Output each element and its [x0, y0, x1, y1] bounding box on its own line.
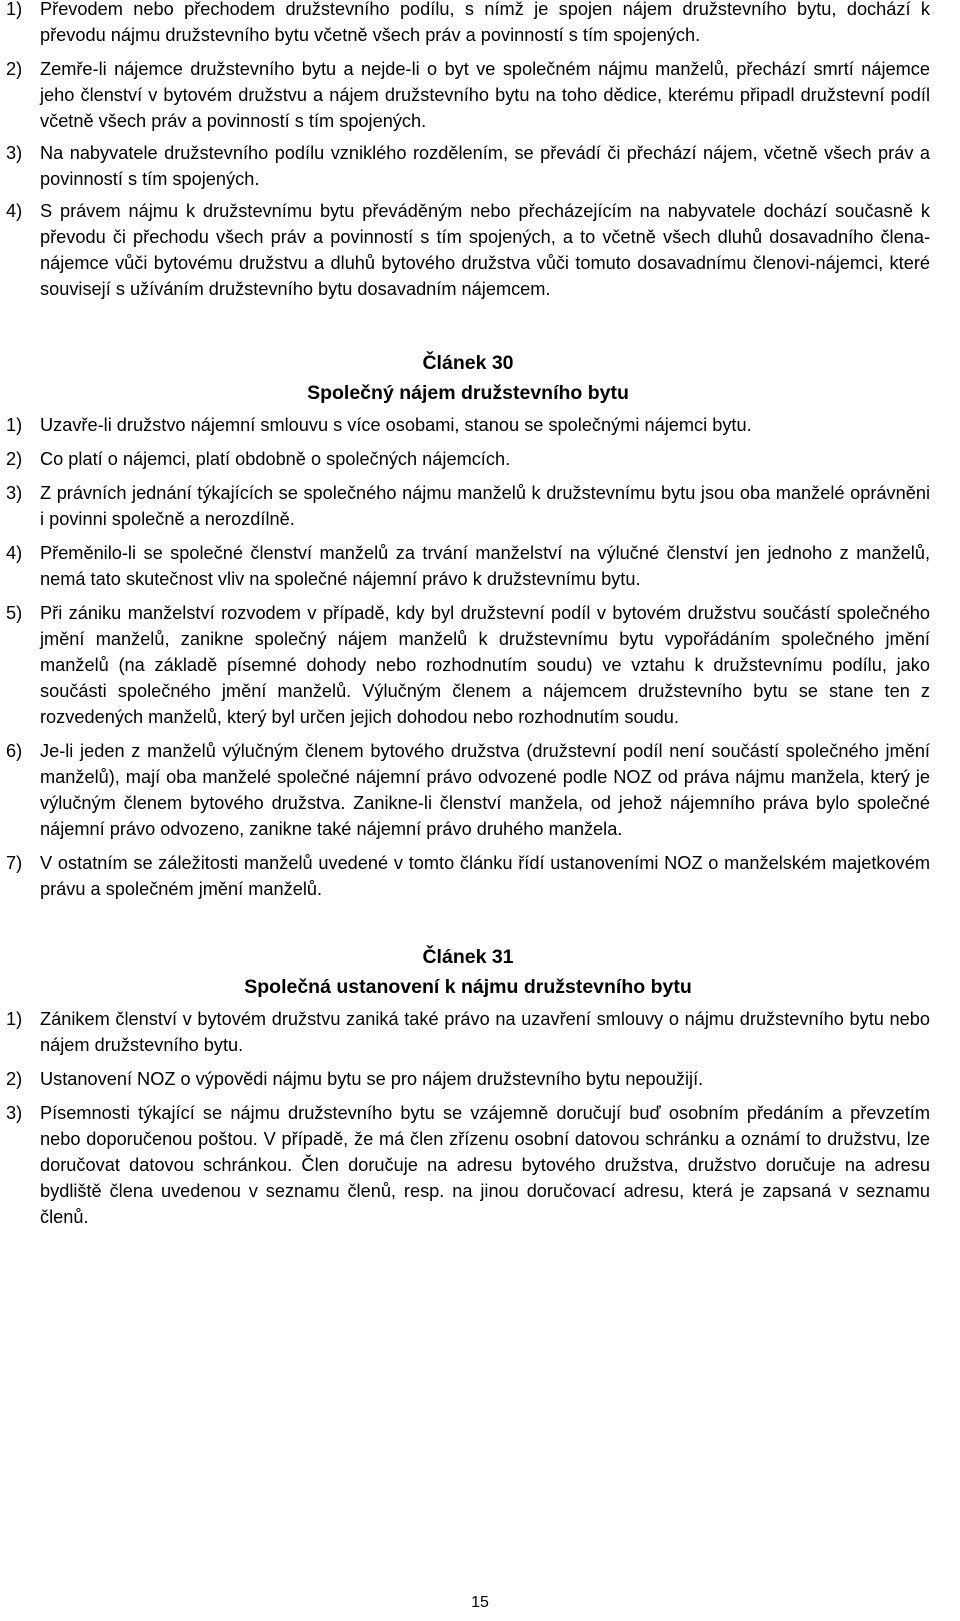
list-item [6, 1066, 930, 1092]
item-number: 3) [6, 483, 23, 503]
item-text: Převodem nebo přechodem družstevního podílu, s nímž je spojen nájem družstevního bytu, dochází k převodu nájmu družstevního bytu včetně všech práv a povinností s tím spojených. [40, 0, 930, 45]
item-text: Uzavře-li družstvo nájemní smlouvu s více osobami, stanou se společnými nájemci bytu. [40, 415, 752, 435]
item-text: Přeměnilo-li se společné členství manželů za trvání manželství na výlučné členství jen jednoho z manželů, nemá tato skutečnost vliv na společné nájemní právo k družstevnímu bytu. [40, 543, 930, 589]
item-text: S právem nájmu k družstevnímu bytu převáděným nebo přecházejícím na nabyvatele dochází současně k převodu či přechodu všech práv a povinností s tím spojených, a to včetně všech dluhů dosavadního člena-nájemce vůči bytovému družstvu a dluhů bytového družstva vůči tomuto dosavadnímu členovi-nájemci, které souvisejí s užíváním družstevního bytu dosavadním nájemcem. [40, 201, 930, 299]
list-item [6, 140, 930, 192]
item-number: 2) [6, 59, 23, 79]
list-item [6, 0, 930, 48]
item-number: 2) [6, 1069, 23, 1089]
article-number: Článek 30 [422, 352, 514, 374]
item-text: Při zániku manželství rozvodem v případě, kdy byl družstevní podíl v bytovém družstvu součástí společného jmění manželů, zanikne společný nájem manželů k družstevnímu bytu vypořádáním společného jmění manželů (na základě písemné dohody nebo rozhodnutím soudu) ve vztahu k družstevnímu podílu, jako součásti společného jmění manželů. Výlučným členem a nájemcem družstevního bytu se stane ten z rozvedených manželů, který byl určen jejich dohodou nebo rozhodnutím soudu. [40, 603, 930, 727]
item-text: Na nabyvatele družstevního podílu vzniklého rozdělením, se převádí či přechází nájem, včetně všech práv a povinností s tím spojených. [40, 143, 930, 189]
list-item [6, 600, 930, 730]
article-31 [6, 942, 930, 1230]
item-text: Je-li jeden z manželů výlučným členem bytového družstva (družstevní podíl není součástí společného jmění manželů), mají oba manželé společné nájemní právo odvozené podle NOZ od práva nájmu manžela, který je výlučným členem bytového družstva. Zanikne-li členství manžela, od jehož nájemního práva bylo společné nájemní právo odvozeno, zanikne také nájemní právo druhého manžela. [40, 741, 930, 839]
page-number: 15 [471, 1594, 489, 1611]
article-30 [6, 348, 930, 902]
item-number: 6) [6, 741, 23, 761]
item-number: 2) [6, 449, 23, 469]
list-item [6, 480, 930, 532]
section-pre [6, 0, 930, 302]
item-number: 1) [6, 415, 23, 435]
list-item [6, 1006, 930, 1058]
item-text: Písemnosti týkající se nájmu družstevního bytu se vzájemně doručují buď osobním předáním a převzetím nebo doporučenou poštou. V případě, že má člen zřízenu osobní datovou schránku a oznámí to družstvu, lze doručovat datovou schránkou. Člen doručuje na adresu bytového družstva, družstvo doručuje na adresu bydliště člena uvedenou v seznamu členů, resp. na jinou doručovací adresu, která je zapsaná v seznamu členů. [40, 1103, 930, 1227]
item-number: 7) [6, 853, 23, 873]
item-number: 1) [6, 0, 23, 19]
list-item [6, 446, 930, 472]
article-title: Společný nájem družstevního bytu [307, 382, 629, 404]
list-item [6, 412, 930, 438]
list-item [6, 738, 930, 842]
item-number: 4) [6, 201, 23, 221]
list-item [6, 56, 930, 134]
item-text: V ostatním se záležitosti manželů uvedené v tomto článku řídí ustanoveními NOZ o manželském majetkovém právu a společném jmění manželů. [40, 853, 930, 899]
item-text: Zemře-li nájemce družstevního bytu a nejde-li o byt ve společném nájmu manželů, přechází smrtí nájemce jeho členství v bytovém družstvu a nájem družstevního bytu na toho dědice, kterému připadl družstevní podíl včetně všech práv a povinností s tím spojených. [40, 59, 930, 131]
item-number: 3) [6, 143, 23, 163]
document-page [6, 0, 930, 1230]
list-item [6, 198, 930, 302]
item-number: 5) [6, 603, 23, 623]
item-number: 4) [6, 543, 23, 563]
item-number: 1) [6, 1009, 23, 1029]
article-number: Článek 31 [422, 946, 514, 968]
item-text: Co platí o nájemci, platí obdobně o společných nájemcích. [40, 449, 511, 469]
item-text: Z právních jednání týkajících se společného nájmu manželů k družstevnímu bytu jsou oba manželé oprávněni i povinni společně a nerozdílně. [40, 483, 930, 529]
list-item [6, 850, 930, 902]
article-title: Společná ustanovení k nájmu družstevního bytu [244, 976, 692, 998]
item-text: Zánikem členství v bytovém družstvu zaniká také právo na uzavření smlouvy o nájmu družstevního bytu nebo nájem družstevního bytu. [40, 1009, 930, 1055]
list-item [6, 540, 930, 592]
item-text: Ustanovení NOZ o výpovědi nájmu bytu se pro nájem družstevního bytu nepoužijí. [40, 1069, 704, 1089]
list-item [6, 1100, 930, 1230]
item-number: 3) [6, 1103, 23, 1123]
